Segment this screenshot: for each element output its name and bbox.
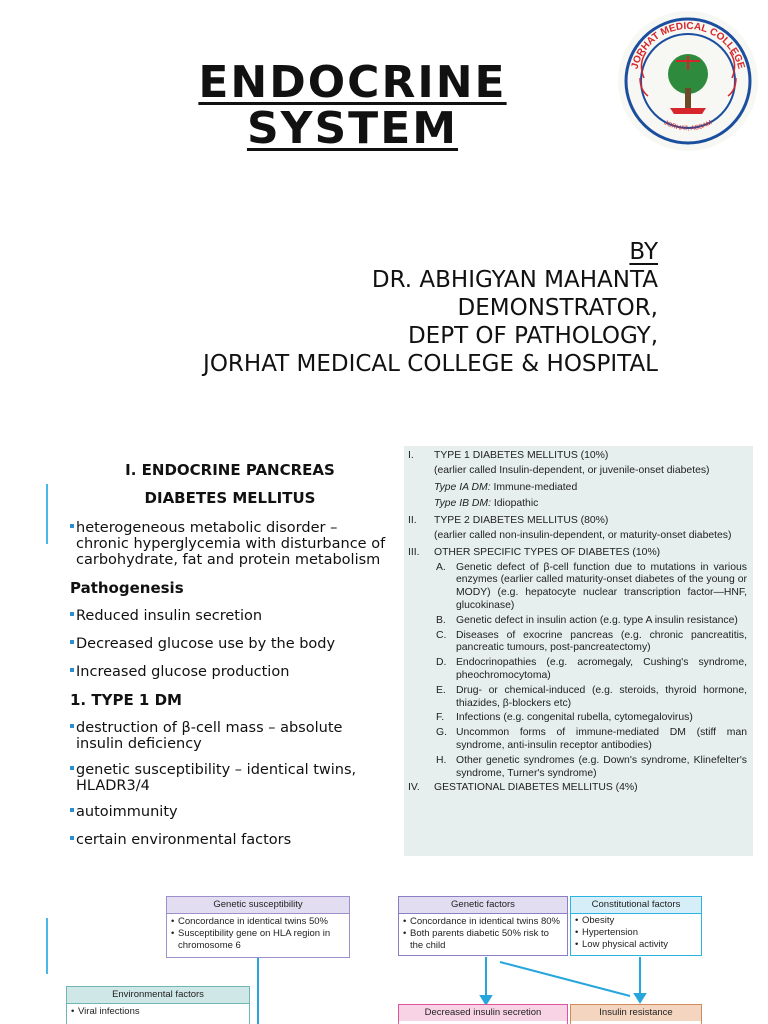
roman-num: IV.	[408, 782, 420, 794]
diabetes-slide	[0, 440, 768, 880]
pathogenesis-item: Reduced insulin secretion	[70, 608, 390, 624]
other-types-list: A. Genetic defect of β-cell function due to mutations in various enzymes (earlier called maturity-onset diabetes of the young or MODY) (e.g. hepatocyte nuclear transcription factor—HNF, glucokinase) B. Genetic defect in insulin action (e.g. type A insulin resistance) C. Diseases of exocrine pancreas (e.g. chronic pancreatitis, pancreatic tumours, post-pancreatectomy) D. Endocrinopathies (e.g. acromegaly, Cushing's syndrome, pheochromocytoma) E. Drug- or chemical-induced (e.g. steroids, thyroid hormone, thiazides, β-blockers etc) F. Infections (e.g. congenital rubella, cytomegalovirus) G. Uncommon forms of immune-mediated DM (stiff man syndrome, anti-insulin receptor antibodies) H. Other genetic syndromes (e.g. Down's syndrome, Klinefelter's syndrome, Turner's syndrome)	[436, 561, 747, 779]
other-type-item: Endocrinopathies (e.g. acromegaly, Cushing's syndrome, pheochromocytoma)	[456, 657, 747, 681]
diabetes-classification-table	[404, 446, 753, 856]
class-note: (earlier called Insulin-dependent, or juvenile-onset diabetes)	[434, 464, 710, 476]
box-title: Genetic susceptibility	[167, 897, 349, 914]
class-title: TYPE 1 DIABETES MELLITUS (10%)	[434, 450, 609, 461]
by-label: BY	[629, 239, 658, 265]
type1-item: autoimmunity	[70, 804, 390, 820]
pathogenesis-heading: Pathogenesis	[70, 579, 184, 597]
title-slide	[0, 0, 768, 420]
author-role: DEMONSTRATOR,	[457, 295, 658, 321]
decreased-insulin-box	[398, 1004, 568, 1024]
slide2-text-column	[70, 440, 390, 848]
accent-bar	[46, 484, 48, 544]
box-item: • Hypertension	[575, 927, 697, 939]
box-title: Genetic factors	[399, 897, 567, 914]
college-logo	[614, 6, 762, 156]
pathogenesis-item: Decreased glucose use by the body	[70, 636, 390, 652]
pathogenesis-diagram-slide	[0, 890, 768, 1024]
type-ib: Type IB DM: Idiopathic	[434, 498, 539, 510]
roman-num: III.	[408, 546, 420, 558]
logo-top-text: JORHAT MEDICAL COLLEGE	[629, 20, 747, 71]
box-title: Environmental factors	[67, 987, 249, 1004]
box-item: • Both parents diabetic 50% risk to the child	[403, 928, 563, 952]
author-name: DR. ABHIGYAN MAHANTA	[371, 267, 658, 293]
slide-title	[150, 57, 555, 154]
topic-heading: DIABETES MELLITUS	[144, 489, 316, 507]
other-type-item: Diseases of exocrine pancreas (e.g. chronic pancreatitis, pancreatic tumours, post-pancreatectomy)	[456, 629, 747, 654]
other-type-item: Drug- or chemical-induced (e.g. steroids, thyroid hormone, thiazides, β-blockers etc)	[456, 684, 747, 709]
roman-num: II.	[408, 515, 417, 527]
type1-item: certain environmental factors	[70, 832, 390, 848]
class-title: OTHER SPECIFIC TYPES OF DIABETES (10%)	[434, 546, 661, 558]
other-type-item: Infections (e.g. congenital rubella, cytomegalovirus)	[456, 712, 693, 724]
box-item: • Obesity	[575, 915, 697, 927]
box-item: • Concordance in identical twins 80%	[403, 916, 563, 928]
roman-num: I.	[408, 450, 414, 461]
section-heading: I. ENDOCRINE PANCREAS	[125, 461, 335, 479]
class-note: (earlier called non-insulin-dependent, or maturity-onset diabetes)	[434, 529, 732, 541]
class-title: GESTATIONAL DIABETES MELLITUS (4%)	[434, 782, 638, 794]
box-title: Constitutional factors	[571, 897, 701, 914]
title-line-1: ENDOCRINE	[198, 57, 507, 108]
definition-bullet: heterogeneous metabolic disorder – chronic hyperglycemia with disturbance of carbohydrate, fat and protein metabolism	[70, 520, 390, 568]
title-line-2: SYSTEM	[246, 103, 459, 154]
box-item: • Concordance in identical twins 50%	[171, 916, 345, 928]
other-type-item: Genetic defect of β-cell function due to mutations in various enzymes (earlier called maturity-onset diabetes of the young or MODY) (e.g. hepatocyte nuclear transcription factor—HNF, glucokinase)	[456, 561, 747, 611]
type-ia: Type IA DM: Immune-mediated	[434, 481, 578, 493]
other-type-item: Other genetic syndromes (e.g. Down's syndrome, Klinefelter's syndrome, Turner's syndrome)	[456, 754, 747, 779]
author-dept: DEPT OF PATHOLOGY,	[407, 323, 658, 349]
box-item: • Susceptibility gene on HLA region in chromosome 6	[171, 928, 345, 952]
other-type-item: Genetic defect in insulin action (e.g. type A insulin resistance)	[456, 614, 738, 626]
insulin-resistance-box	[570, 1004, 702, 1024]
class-title: TYPE 2 DIABETES MELLITUS (80%)	[434, 515, 609, 527]
other-type-item: Uncommon forms of immune-mediated DM (stiff man syndrome, anti-insulin receptor antibodies)	[456, 727, 747, 751]
logo-bottom-text: JORHAT, ASSAM	[662, 119, 714, 133]
author-block	[203, 238, 658, 378]
pathogenesis-item: Increased glucose production	[70, 664, 390, 680]
type1-item: genetic susceptibility – identical twins, HLADR3/4	[70, 762, 390, 794]
box-title: Decreased insulin secretion	[399, 1005, 567, 1021]
box-title: Insulin resistance	[571, 1005, 701, 1021]
author-institution: JORHAT MEDICAL COLLEGE & HOSPITAL	[203, 351, 658, 377]
type1-item: destruction of β-cell mass – absolute insulin deficiency	[70, 720, 390, 752]
type1-heading: 1. TYPE 1 DM	[70, 691, 182, 709]
box-item: • Low physical activity	[575, 939, 697, 951]
box-item: • Viral infections	[71, 1006, 245, 1018]
